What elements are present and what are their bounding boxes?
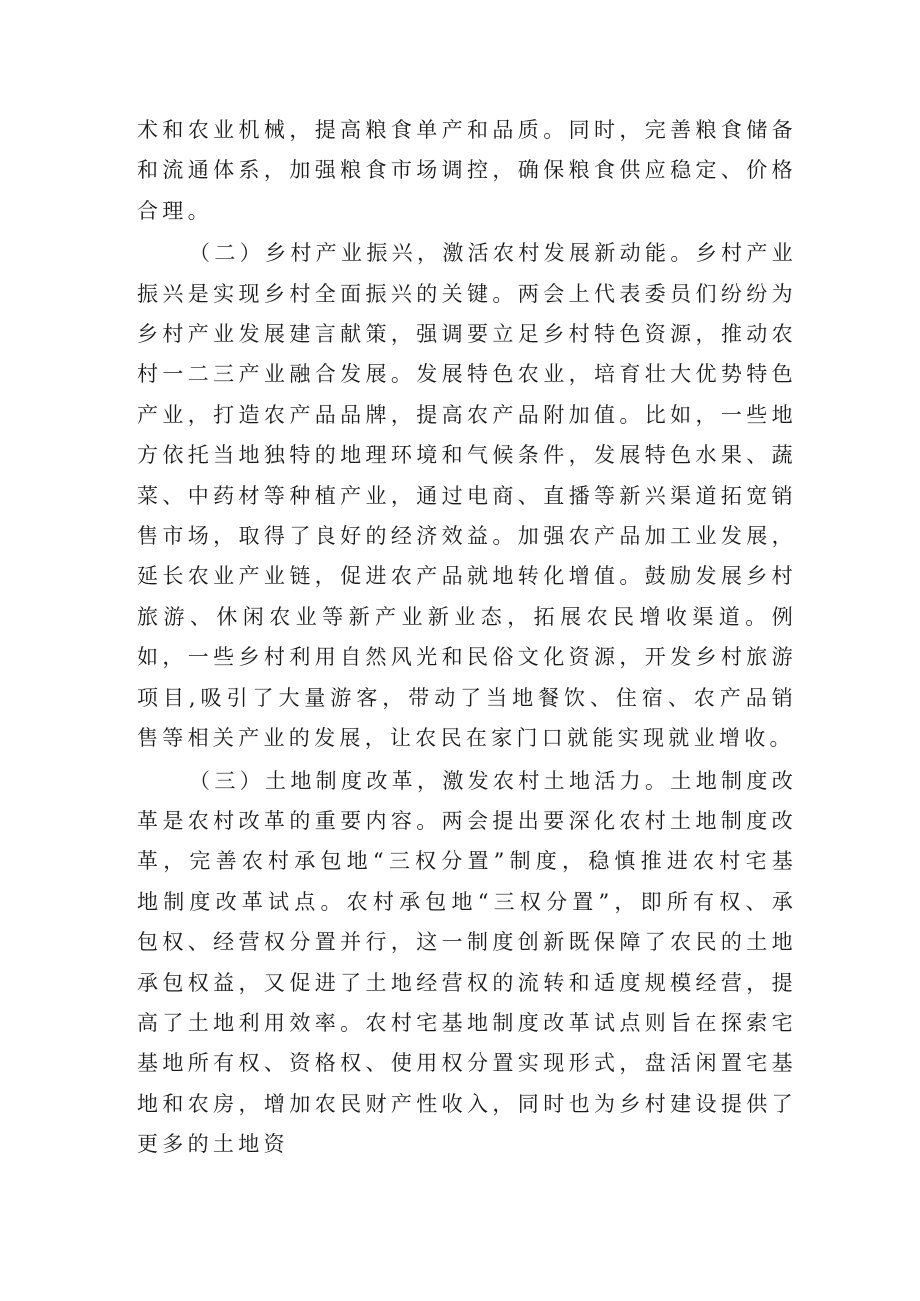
- document-body: [137, 110, 797, 1167]
- paragraph-land-reform: （三）土地制度改革，激发农村土地活力。土地制度改革是农村改革的重要内容。两会提出要深化农村土地制度改革，完善农村承包地“三权分置”制度，稳慎推进农村宅基地制度改革试点。农村承包地“三权分置”，即所有权、承包权、经营权分置并行，这一制度创新既保障了农民的土地承包权益，又促进了土地经营权的流转和适度规模经营，提高了土地利用效率。农村宅基地制度改革试点则旨在探索宅基地所有权、资格权、使用权分置实现形式，盘活闲置宅基地和农房，增加农民财产性收入，同时也为乡村建设提供了更多的土地资: [137, 768, 797, 1157]
- paragraph-rural-industry: （二）乡村产业振兴，激活农村发展新动能。乡村产业振兴是实现乡村全面振兴的关键。两会上代表委员们纷纷为乡村产业发展建言献策，强调要立足乡村特色资源，推动农村一二三产业融合发展。发展特色农业，培育壮大优势特色产业，打造农产品品牌，提高农产品附加值。比如，一些地方依托当地独特的地理环境和气候条件，发展特色水果、蔬菜、中药材等种植产业，通过电商、直播等新兴渠道拓宽销售市场，取得了良好的经济效益。加强农产品加工业发展，延长农业产业链，促进农产品就地转化增值。鼓励发展乡村旅游、休闲农业等新产业新业态，拓展农民增收渠道。例如，一些乡村利用自然风光和民俗文化资源，开发乡村旅游项目,吸引了大量游客，带动了当地餐饮、住宿、农产品销售等相关产业的发展，让农民在家门口就能实现就业增收。: [137, 241, 797, 751]
- paragraph-continued: 术和农业机械，提高粮食单产和品质。同时，完善粮食储备和流通体系，加强粮食市场调控，确保粮食供应稳定、价格合理。: [137, 118, 797, 223]
